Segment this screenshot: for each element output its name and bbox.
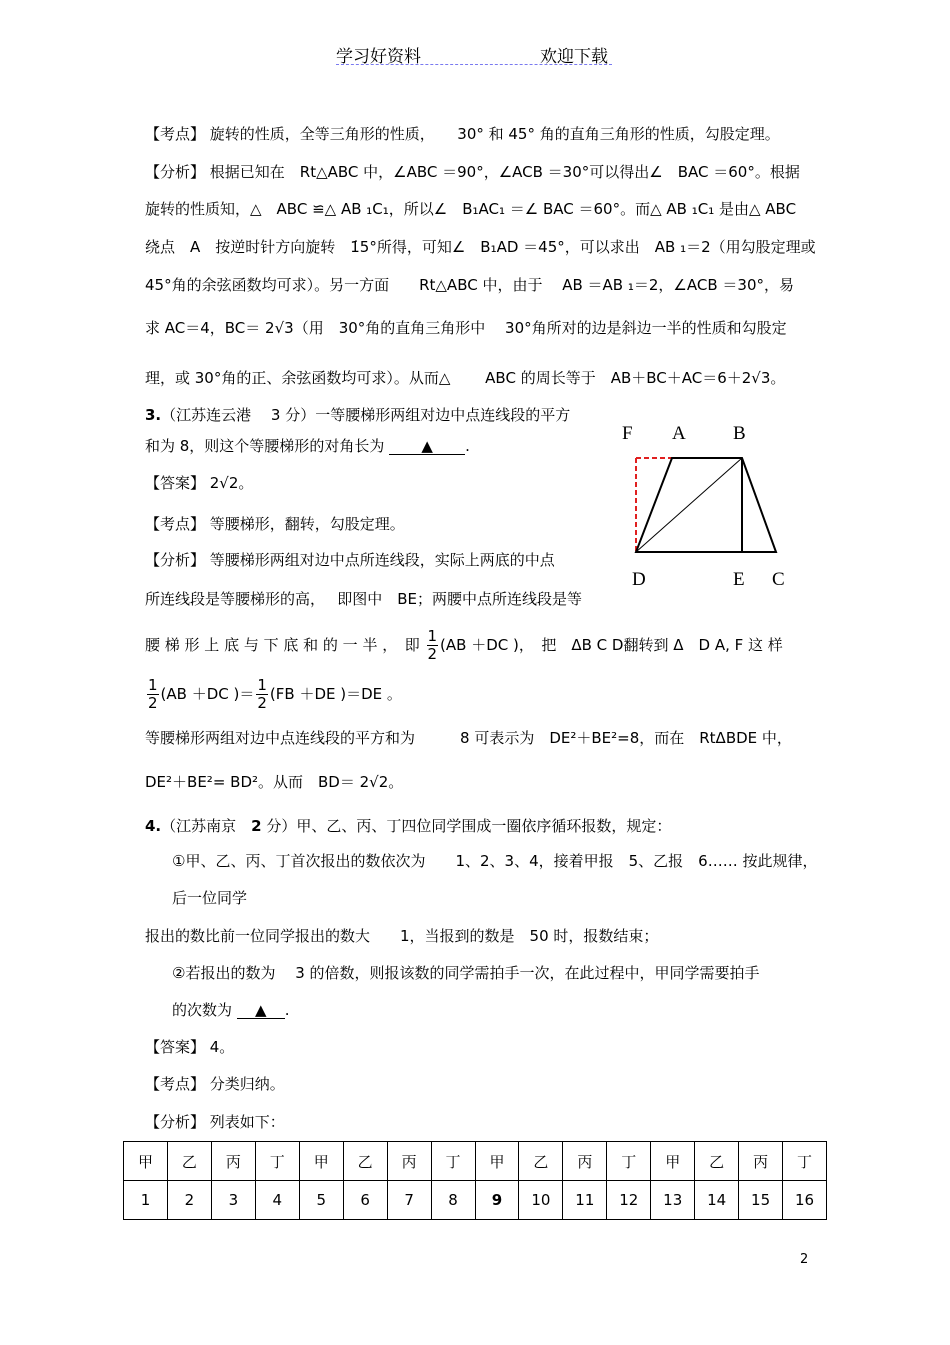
- table-cell-number: 6: [343, 1181, 387, 1220]
- analysis-line-5: 求 AC＝4，BC＝ 2√3（用 30°角的直角三角形中 30°角所对的边是斜边一半的性质和勾股定: [145, 319, 787, 337]
- q3-stem-1: [145, 405, 570, 425]
- table-cell-name: 丙: [387, 1142, 431, 1181]
- q3-analysis-4: [145, 677, 402, 712]
- table-cell-name: 丙: [563, 1142, 607, 1181]
- q4-rule-2: ②若报出的数为 3 的倍数，则报该数的同学需拍手一次，在此过程中，甲同学需要拍手: [172, 964, 760, 982]
- table-cell-number: 7: [387, 1181, 431, 1220]
- fraction-half: $\frac{1}{2}$: [148, 676, 158, 712]
- q3-period: .: [465, 437, 470, 455]
- trapezoid-figure: [614, 418, 794, 593]
- kaodian-line-1: 【考点】 旋转的性质，全等三角形的性质， 30° 和 45° 角的直角三角形的性质，勾股定理。: [145, 125, 780, 143]
- table-cell-name: 丁: [431, 1142, 475, 1181]
- count-table: [123, 1141, 827, 1220]
- table-cell-name: 丁: [255, 1142, 299, 1181]
- q3-text-2: 和为 8，则这个等腰梯形的对角长为: [145, 437, 385, 455]
- q3-analysis-3: [145, 628, 783, 663]
- table-cell-name: 丁: [783, 1142, 827, 1181]
- q4-number: 4.: [145, 817, 162, 835]
- table-cell-number: 13: [651, 1181, 695, 1220]
- answer-blank: ▲: [237, 1002, 285, 1019]
- q3-answer: 【答案】 2√2。: [145, 474, 254, 492]
- label-D: D: [632, 569, 646, 590]
- q3-stem-2: [145, 436, 470, 456]
- q3-analysis-3a: 腰 梯 形 上 底 与 下 底 和 的 一 半 ， 即: [145, 636, 420, 654]
- table-cell-number: 15: [739, 1181, 783, 1220]
- q4-rule-1b: 后一位同学: [172, 889, 248, 907]
- diagonal-BD: [636, 458, 742, 552]
- table-cell-number: 1: [124, 1181, 168, 1220]
- q4-text: 分）甲、乙、丙、丁四位同学围成一圈依序循环报数，规定：: [261, 817, 672, 835]
- table-cell-number: 11: [563, 1181, 607, 1220]
- label-E: E: [733, 569, 745, 590]
- table-cell-name: 乙: [167, 1142, 211, 1181]
- analysis-line-4: 45°角的余弦函数均可求）。另一方面 Rt△ABC 中，由于 AB ＝AB ₁＝2，∠ACB ＝30°，易: [145, 276, 794, 294]
- table-cell-name: 丙: [739, 1142, 783, 1181]
- q4-rule-1: ①甲、乙、丙、丁首次报出的数依次为 1、2、3、4，接着甲报 5、乙报 6…… 按此规律，: [172, 852, 818, 870]
- table-cell-name: 甲: [299, 1142, 343, 1181]
- q4-source: （江苏南京: [161, 817, 252, 835]
- q4-answer: 【答案】 4。: [145, 1038, 235, 1056]
- table-cell-number: 8: [431, 1181, 475, 1220]
- table-cell-number: 2: [167, 1181, 211, 1220]
- trapezoid-ABCD: [636, 458, 776, 552]
- analysis-line-2: 旋转的性质知，△ ABC ≌△ AB ₁C₁，所以∠ B₁AC₁ ＝∠ BAC ＝60°。而△ AB ₁C₁ 是由△ ABC: [145, 200, 797, 218]
- header-right: 欢迎下载: [540, 47, 608, 67]
- header-left: 学习好资料: [336, 47, 421, 67]
- table-cell-number: 14: [695, 1181, 739, 1220]
- table-cell-number: 5: [299, 1181, 343, 1220]
- q4-stem-1: [145, 816, 671, 836]
- q4-text-2: 的次数为: [172, 1001, 233, 1019]
- q4-kaodian: 【考点】 分类归纳。: [145, 1075, 285, 1093]
- table-cell-name: 甲: [651, 1142, 695, 1181]
- q4-score: 2: [251, 817, 262, 835]
- table-cell-name: 甲: [124, 1142, 168, 1181]
- table-cell-name: 丙: [211, 1142, 255, 1181]
- table-cell-name: 甲: [475, 1142, 519, 1181]
- q4-analysis: 【分析】 列表如下：: [145, 1113, 285, 1131]
- fraction-half: $\frac{1}{2}$: [427, 627, 438, 663]
- table-row-names: [124, 1142, 827, 1181]
- analysis-line-3: 绕点 A 按逆时针方向旋转 1̇5°所得，可知∠ B₁AD ＝45°，可以求出 AB ₁＝2（用勾股定理或: [145, 238, 816, 256]
- fraction-half: $\frac{1}{2}$: [257, 676, 267, 712]
- answer-blank: ▲: [389, 438, 465, 455]
- q3-text: （江苏连云港 3 分）一等腰梯形两组对边中点连线段的平方: [161, 406, 571, 424]
- label-A: A: [672, 423, 686, 444]
- page-number: 2: [800, 1252, 809, 1267]
- analysis-line-6: 理，或 30°角的正、余弦函数均可求）。从而△ ABC 的周长等于 AB＋BC＋AC＝6＋2√3。: [145, 369, 786, 387]
- table-cell-number: 4: [255, 1181, 299, 1220]
- label-F: F: [622, 423, 633, 444]
- q3-analysis-4b: (FB ＋DE )＝DE 。: [269, 685, 402, 703]
- q4-period: .: [284, 1001, 290, 1019]
- table-cell-name: 丁: [607, 1142, 651, 1181]
- table-cell-number: 9: [475, 1181, 519, 1220]
- q3-analysis-5: 等腰梯形两组对边中点连线段的平方和为 8 可表示为 DE²＋BE²=8，而在 RtΔBDE 中，: [145, 729, 792, 747]
- q4-rule-2b: [172, 1000, 290, 1020]
- label-C: C: [772, 569, 785, 590]
- q3-analysis-1: 【分析】 等腰梯形两组对边中点所连线段，实际上两底的中点: [145, 551, 555, 569]
- q4-rule-1c: 报出的数比前一位同学报出的数大 1，当报到的数是 50 时，报数结束；: [145, 927, 659, 945]
- analysis-line-1: 【分析】 根据已知在 Rt△ABC 中，∠ABC ＝90°，∠ACB ＝30°可以得出∠ BAC ＝60°。根据: [145, 163, 800, 181]
- table-row-numbers: [124, 1181, 827, 1220]
- q3-kaodian: 【考点】 等腰梯形，翻转，勾股定理。: [145, 515, 405, 533]
- q3-analysis-6: DE²＋BE²= BD²。从而 BD＝ 2√2。: [145, 773, 404, 791]
- q3-analysis-4a: (AB ＋DC )＝: [160, 685, 255, 703]
- q3-number: 3.: [145, 406, 162, 424]
- table-cell-name: 乙: [519, 1142, 563, 1181]
- label-B: B: [733, 423, 746, 444]
- table-cell-number: 12: [607, 1181, 651, 1220]
- q3-analysis-2: 所连线段是等腰梯形的高， 即图中 BE；两腰中点所连线段是等: [145, 590, 583, 608]
- table-cell-number: 10: [519, 1181, 563, 1220]
- table-cell-number: 16: [783, 1181, 827, 1220]
- table-cell-name: 乙: [343, 1142, 387, 1181]
- header-rule: [336, 64, 612, 65]
- table-cell-number: 3: [211, 1181, 255, 1220]
- table-cell-name: 乙: [695, 1142, 739, 1181]
- q3-analysis-3b: (AB ＋DC )， 把 ΔB C D翻转到 Δ D A, F 这 样: [440, 636, 783, 654]
